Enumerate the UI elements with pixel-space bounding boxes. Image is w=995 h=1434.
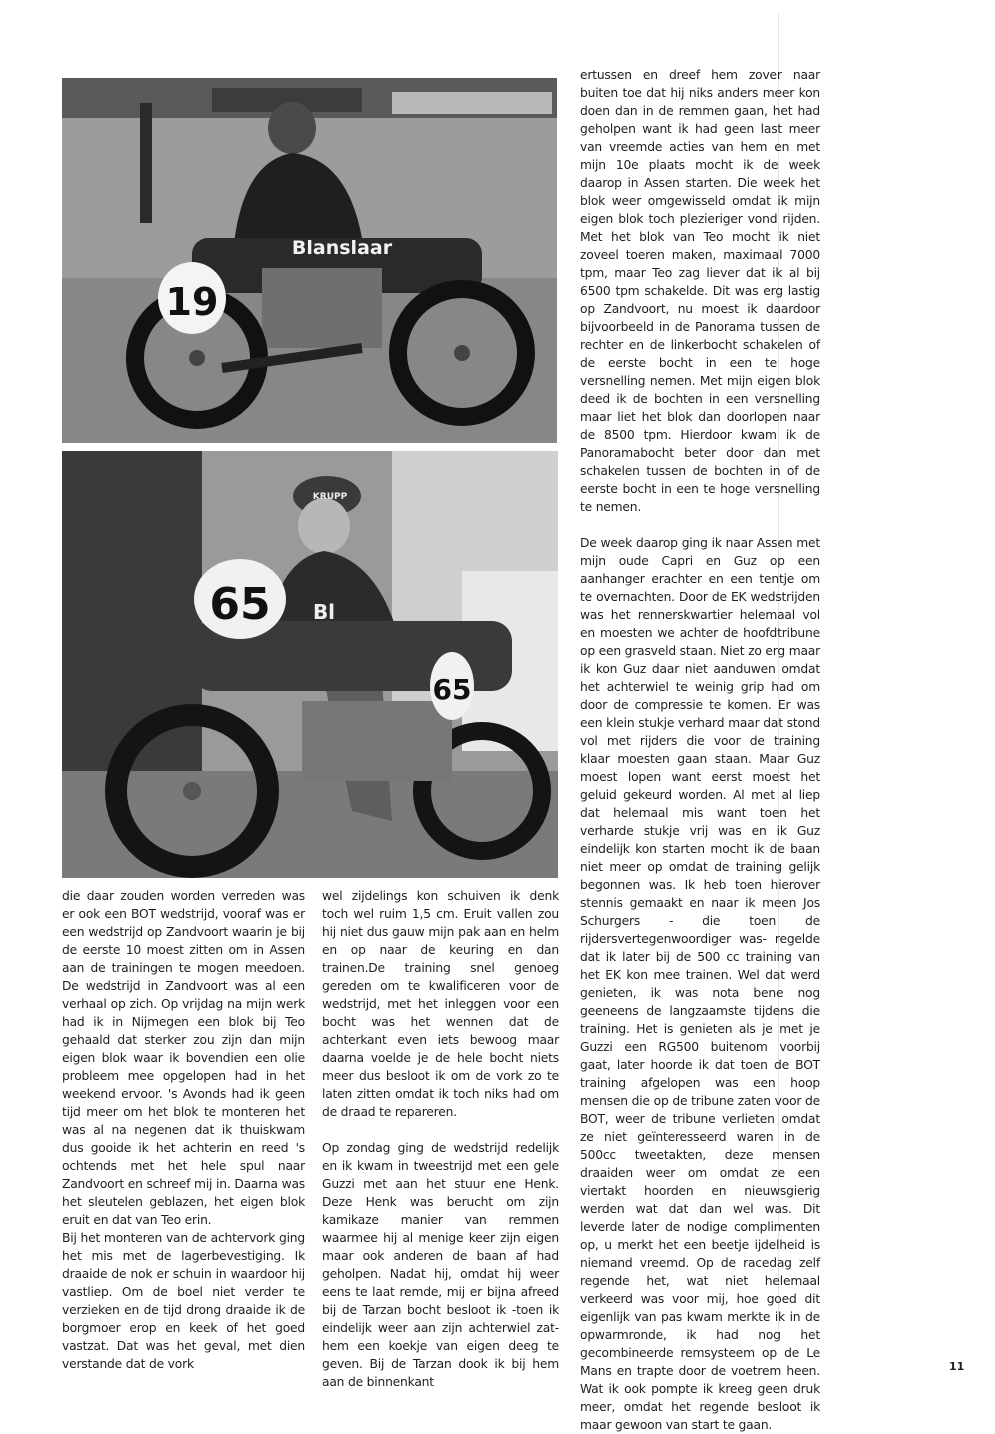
paragraph: wel zijdelings kon schuiven ik denk toch wel ruim 1,5 cm. Eruit vallen zou hij niet dus gauw mijn pak aan en helm en op naar de keuring en dan trainen.De training snel genoeg gereden om te kwalificeren voor de wedstrijd, met het inleggen voor een bocht was het wennen dat de achterkant even iets bewoog maar daarna voelde je de hele bocht niets meer dus besloot ik om de vork zo te laten zitten omdat ik toch niks had om de draad te repareren.	[322, 889, 559, 1119]
text-column-1	[62, 887, 305, 1373]
paragraph: die daar zouden worden verreden was er ook een BOT wedstrijd, vooraf was er een wedstrijd op Zandvoort waarin je bij de eerste 10 moest zitten om in Assen aan de trainingen te mogen meedoen. De wedstrijd in Zandvoort was al een verhaal op zich. Op vrijdag na mijn werk had ik in Nijmegen een blok bij Teo gehaald dat sterker zou zijn dan mijn eigen blok waar ik bovendien een olie probleem mee opgelopen had in het weekend ervoor. 's Avonds had ik geen tijd meer om het blok te monteren het was al na negenen dat ik thuiskwam dus gooide ik het achterin en reed 's ochtends met het hele spul naar Zandvoort en schreef mij in. Daarna was het sleutelen geblazen, het eigen blok eruit en dat van Teo erin.	[62, 889, 305, 1227]
paragraph: Op zondag ging de wedstrijd redelijk en ik kwam in tweestrijd met een gele Guzzi met aan het stuur ene Henk. Deze Henk was berucht om zijn kamikaze manier van remmen waarmee hij al menige keer zijn eigen maar ook anderen de baan af had geholpen. Nadat hij, omdat hij weer eens te laat remde, mij er bijna afreed bij de Tarzan bocht besloot ik -toen ik eindelijk weer aan zijn achterwiel zat- hem een koekje van eigen deeg te geven. Bij de Tarzan dook ik bij hem aan de binnenkant	[322, 1141, 559, 1389]
photo-rider-with-motorcycle-19	[62, 78, 557, 443]
fairing-sponsor-text: Blanslaar	[291, 237, 393, 259]
cap-logo-text: KRUPP	[312, 492, 348, 502]
fairing-sponsor-text: Bl	[312, 600, 336, 624]
race-number-65-front: 65	[209, 579, 271, 630]
paragraph: De week daarop ging ik naar Assen met mijn oude Capri en Guz op een aanhanger erachter en een tentje om te overnachten. Door de EK wedstrijden was het rennerskwartier helemaal vol en moesten we achter de hoofdtribune op een grasveld staan. Niet zo erg maar ik kon Guz daar niet aanduwen omdat het achterwiel te weinig grip had om door de compressie te komen. Er was een klein stukje verhard maar dat stond vol met rijders die voor de training klaar moesten gaan staan. Maar Guz moest lopen want eerst moest het geluid gekeurd worden. Al met al liep dat helemaal mis want toen het verharde stukje vrij was en ik Guz eindelijk kon starten mocht ik de baan niet meer op omdat de training gelijk begonnen was. Ik heb toen hierover stennis gemaakt en naar ik meen Jos Schurgers - die toen de rijdersvertegenwoordiger was- regelde dat ik later bij de 500 cc training van het EK kon mee trainen. Wel dat werd genieten, ik was nota bene nog geeneens de langzaamste tijdens die training. Het is genieten als je met je Guzzi een RG500 buitenom voorbij gaat, later hoorde ik dat toen de BOT training afgelopen was een hoop mensen die op de tribune zaten voor de BOT, weer de tribune verlieten omdat ze niet geïnteresseerd waren in de 500cc tweetakten, deze mensen draaiden weer om omdat ze een viertakt hoorden en nieuwsgierig werden wat dat dan wel was. Dit leverde later de nodige complimenten op, u merkt het een beetje ijdelheid is niemand vreemd. Op de racedag zelf regende het, wat niet helemaal verkeerd was voor mij, hoe goed dit eigenlijk van pas kwam merkte ik in de opwarmronde, ik had nog het gecombineerde remsysteem op de Le Mans en trapte door de voetrem heen. Wat ik ook pompte ik kreeg geen druk meer, omdat het regende besloot ik maar gewoon van start te gaan.	[580, 536, 820, 1432]
race-number-65-side: 65	[432, 673, 472, 706]
text-column-3	[580, 66, 820, 1434]
text-column-2	[322, 887, 559, 1391]
page-number: 11	[949, 1360, 965, 1373]
paragraph: Bij het monteren van de achtervork ging het mis met de lagerbevestiging. Ik draaide de nok er schuin in waardoor hij vastliep. Om de boel niet verder te verzieken en de tijd drong draaide ik de borgmoer erop en keek of het goed vastzat. Dat was het geval, met dien verstande dat de vork	[62, 1231, 305, 1371]
paragraph: ertussen en dreef hem zover naar buiten toe dat hij niks anders meer kon doen dan in de remmen gaan, het had geholpen want ik had geen last meer van vreemde acties van hem en met mijn 10e plaats mocht ik de week daarop in Assen starten. Die week het blok weer omgewisseld omdat ik mijn eigen blok toch plezieriger vond rijden. Met het blok van Teo mocht ik niet zoveel toeren maken, maximaal 7000 tpm, maar Teo zag liever dat ik al bij 6500 tpm schakelde. Dit was erg lastig op Zandvoort, nu moest ik daardoor bijvoorbeeld in de Panorama tussen de rechter en de linkerbocht schakelen of de eerste bocht in een te hoge versnelling nemen. Met mijn eigen blok deed ik de bochten in een versnelling maar liet het blok dan doorlopen naar de 8500 tpm. Hierdoor kwam ik de Panoramabocht beter door dan met schakelen tussen de bochten in of de eerste bocht in een te hoge versnelling te nemen.	[580, 68, 820, 514]
race-number-19: 19	[165, 280, 219, 324]
photo-rider-on-motorcycle-65	[62, 451, 558, 878]
